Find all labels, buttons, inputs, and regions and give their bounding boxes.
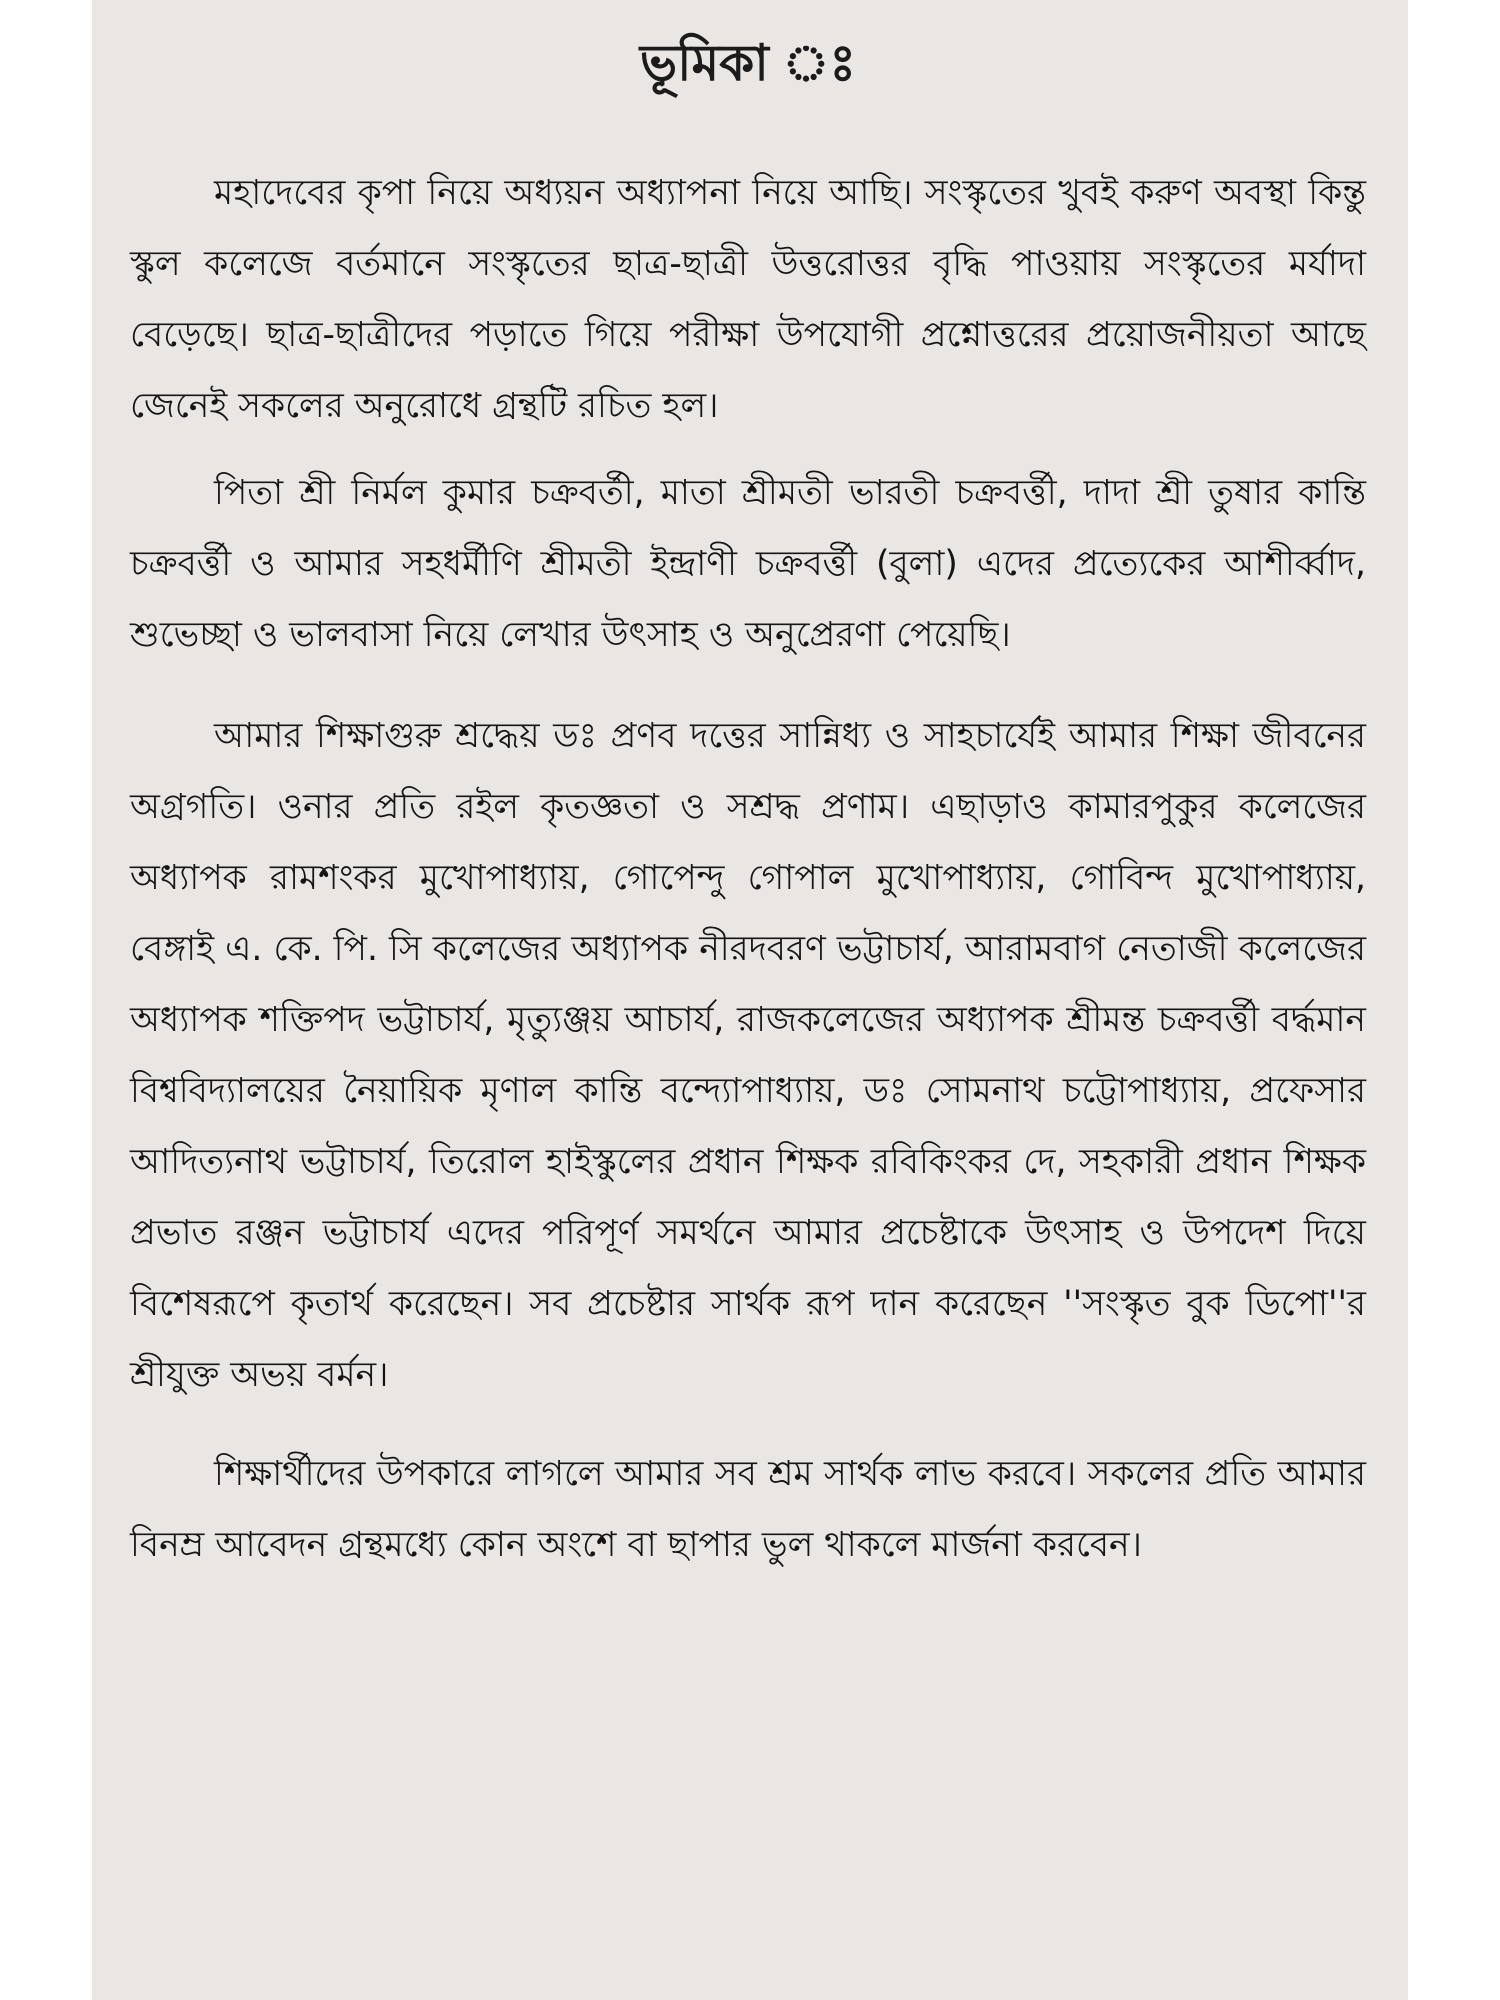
scanned-page xyxy=(92,0,1408,2000)
paragraph-3: আমার শিক্ষাগুরু শ্রদ্ধেয় ডঃ প্রণব দত্তের সান্নিধ্য ও সাহচার্যেই আমার শিক্ষা জীবনের অগ্রগতি। ওনার প্রতি রইল কৃতজ্ঞতা ও সশ্রদ্ধ প্রণাম। এছাড়াও কামারপুকুর কলেজের অধ্যাপক রামশংকর মুখোপাধ্যায়, গোপেন্দু গোপাল মুখোপাধ্যায়, গোবিন্দ মুখোপাধ্যায়, বেঙ্গাই এ. কে. পি. সি কলেজের অধ্যাপক নীরদবরণ ভট্টাচার্য, আরামবাগ নেতাজী কলেজের অধ্যাপক শক্তিপদ ভট্টাচার্য, মৃত্যুঞ্জয় আচার্য, রাজকলেজের অধ্যাপক শ্রীমন্ত চক্রবর্ত্তী বর্দ্ধমান বিশ্ববিদ্যালয়ের নৈয়ায়িক মৃণাল কান্তি বন্দ্যোপাধ্যায়, ডঃ সোমনাথ চট্টোপাধ্যায়, প্রফেসার আদিত্যনাথ ভট্টাচার্য, তিরোল হাইস্কুলের প্রধান শিক্ষক রবিকিংকর দে, সহকারী প্রধান শিক্ষক প্রভাত রঞ্জন ভট্টাচার্য এদের পরিপূর্ণ সমর্থনে আমার প্রচেষ্টাকে উৎসাহ ও উপদেশ দিয়ে বিশেষরূপে কৃতার্থ করেছেন। সব প্রচেষ্টার সার্থক রূপ দান করেছেন ''সংস্কৃত বুক ডিপো''র শ্রীযুক্ত অভয় বর্মন। xyxy=(130,716,1366,1395)
page-heading: ভূমিকা ঃ xyxy=(639,33,857,92)
paragraph-1: মহাদেবের কৃপা নিয়ে অধ্যয়ন অধ্যাপনা নিয়ে আছি। সংস্কৃতের খুবই করুণ অবস্থা কিন্তু স্কুল কলেজে বর্তমানে সংস্কৃতের ছাত্র-ছাত্রী উত্তরোত্তর বৃদ্ধি পাওয়ায় সংস্কৃতের মর্যাদা বেড়েছে। ছাত্র-ছাত্রীদের পড়াতে গিয়ে পরীক্ষা উপযোগী প্রশ্নোত্তরের প্রয়োজনীয়তা আছে জেনেই সকলের অনুরোধে গ্রন্থটি রচিত হল। xyxy=(130,173,1366,426)
paragraph-2: পিতা শ্রী নির্মল কুমার চক্রবর্তী, মাতা শ্রীমতী ভারতী চক্রবর্ত্তী, দাদা শ্রী তুষার কান্তি চক্রবর্ত্তী ও আমার সহধর্মীণি শ্রীমতী ইন্দ্রাণী চক্রবর্ত্তী (বুলা) এদের প্রত্যেকের আশীর্ব্বাদ, শুভেচ্ছা ও ভালবাসা নিয়ে লেখার উৎসাহ ও অনুপ্রেরণা পেয়েছি। xyxy=(130,473,1366,655)
paragraph-4: শিক্ষার্থীদের উপকারে লাগলে আমার সব শ্রম সার্থক লাভ করবে। সকলের প্রতি আমার বিনম্র আবেদন গ্রন্থমধ্যে কোন অংশে বা ছাপার ভুল থাকলে মার্জনা করবেন। xyxy=(130,1454,1366,1565)
